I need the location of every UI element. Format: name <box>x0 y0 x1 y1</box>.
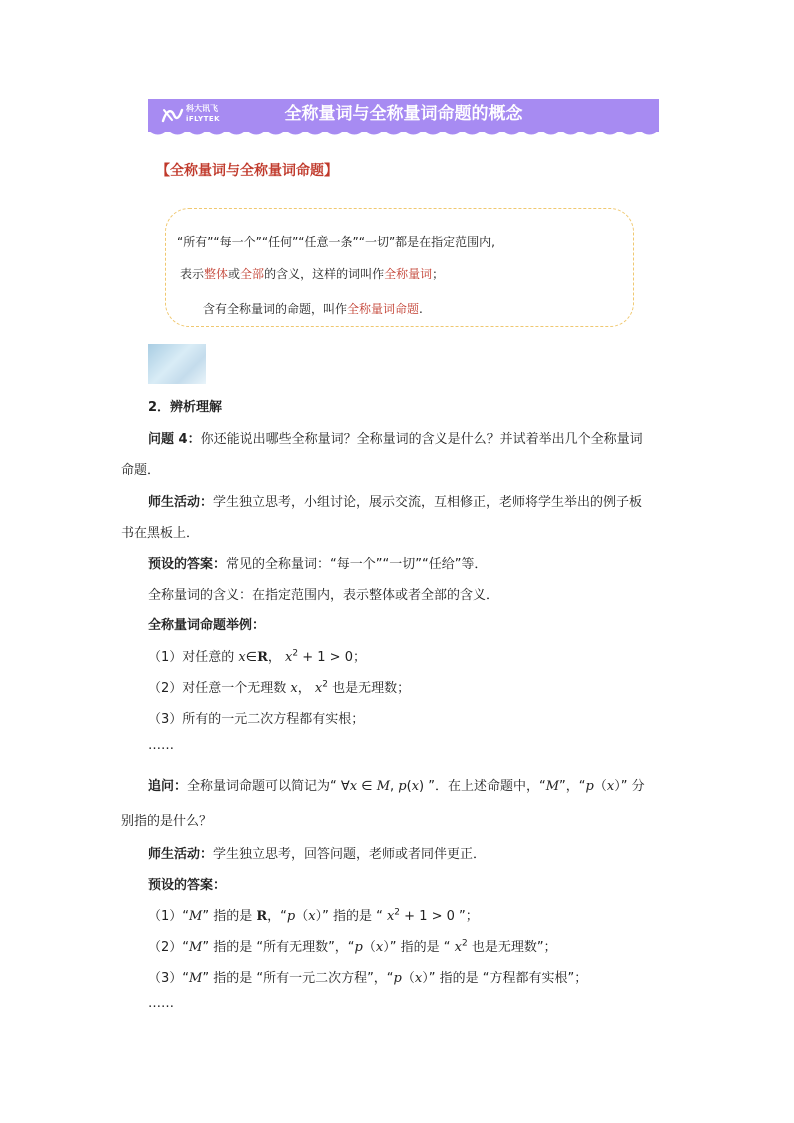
answer-item-2 <box>148 936 557 955</box>
text: （3）“ <box>148 971 190 986</box>
definition-text: 或 <box>228 267 241 281</box>
sub-heading: 2．辨析理解 <box>148 400 223 415</box>
text: ）” 指的是 “ <box>315 909 387 924</box>
math-set: R <box>256 909 268 924</box>
math-set: R <box>257 650 268 665</box>
text: ， <box>297 681 315 696</box>
follow-up-cont: 别指的是什么？ <box>121 814 213 829</box>
definition-box <box>165 208 634 327</box>
keyword-universal-quantifier: 全称量词 <box>384 267 433 281</box>
text: （ <box>295 909 309 924</box>
math-var: x <box>314 681 323 696</box>
math-exponent: 2 <box>461 938 468 949</box>
text: + 1 > 0； <box>298 650 366 665</box>
text: ( <box>406 779 412 794</box>
answer-label: 预设的答案： <box>148 557 227 572</box>
definition-text: . <box>419 302 423 316</box>
math-exponent: 2 <box>394 907 401 918</box>
math-var: p <box>393 971 402 986</box>
activity-1 <box>148 491 642 510</box>
text: （ <box>593 779 607 794</box>
example-2 <box>148 677 410 696</box>
question-text: 你还能说出哪些全称量词？全称量词的含义是什么？并试着举出几个全称量词 <box>200 432 643 447</box>
answer-text: 常见的全称量词：“每一个”“一切”“任给”等． <box>226 557 488 572</box>
math-var: M <box>545 779 560 794</box>
text: 也是无理数”； <box>467 940 557 955</box>
math-var: M <box>189 940 203 955</box>
section-heading: 【全称量词与全称量词命题】 <box>156 163 338 179</box>
math-exponent: 2 <box>322 679 328 690</box>
math-var: x <box>414 971 423 986</box>
logo-chinese-text: 科大讯飞 <box>186 104 218 113</box>
text: ” 指的是 “所有一元二次方程”，“ <box>202 971 394 986</box>
text: （ <box>362 940 376 955</box>
math-var: x <box>375 940 384 955</box>
math-var: x <box>411 779 420 794</box>
text: （2）对任意一个无理数 <box>148 681 291 696</box>
definition-line-3 <box>203 300 423 317</box>
definition-text: 的含义，这样的词叫作 <box>264 267 385 281</box>
definition-line-2 <box>180 265 444 282</box>
math-var: x <box>238 650 246 665</box>
math-var: p <box>585 779 594 794</box>
text: , <box>390 779 399 794</box>
example-1 <box>148 646 366 665</box>
text: ”，“ <box>559 779 586 794</box>
examples-label: 全称量词命题举例： <box>148 618 266 633</box>
math-var: M <box>189 971 203 986</box>
math-var: M <box>376 779 391 794</box>
text: （ <box>401 971 415 986</box>
math-exponent: 2 <box>292 648 299 659</box>
math-var: x <box>606 779 615 794</box>
activity-text: 学生独立思考，小组讨论，展示交流，互相修正，老师将学生举出的例子板 <box>213 495 643 510</box>
text: 全称量词命题可以简记为“ ∀ <box>187 779 350 794</box>
follow-up-label: 追问： <box>148 779 188 794</box>
text: ）” 分 <box>614 779 645 794</box>
activity-label: 师生活动： <box>148 495 214 510</box>
question-4-cont: 命题． <box>121 463 161 478</box>
keyword-universal-proposition: 全称量词命题 <box>347 302 420 316</box>
ellipsis: …… <box>148 738 174 753</box>
text: ，“ <box>267 909 287 924</box>
math-symbol: ∈ <box>245 650 258 665</box>
text: （1）“ <box>148 909 190 924</box>
text: ) ”．在上述命题中，“ <box>419 779 546 794</box>
decorative-image <box>148 344 206 384</box>
activity-label: 师生活动： <box>148 847 214 862</box>
question-4 <box>148 428 643 447</box>
text: ）” 指的是 “方程都有实根”； <box>422 971 588 986</box>
text: （1）对任意的 <box>148 650 239 665</box>
answer-item-3 <box>148 967 587 986</box>
math-var: M <box>189 909 203 924</box>
banner-scallop-edge <box>148 130 659 138</box>
math-var: x <box>285 650 293 665</box>
ellipsis: …… <box>148 996 174 1011</box>
activity-2 <box>148 843 486 862</box>
text: 也是无理数； <box>327 681 411 696</box>
answer-item-1 <box>148 905 479 924</box>
text: （2）“ <box>148 940 190 955</box>
math-var: p <box>286 909 296 924</box>
text: ）” 指的是 “ <box>383 940 455 955</box>
math-var: x <box>454 940 462 955</box>
text: ” 指的是 <box>202 909 257 924</box>
math-var: x <box>386 909 395 924</box>
text: ” 指的是 “所有无理数”，“ <box>202 940 355 955</box>
answer-1 <box>148 553 487 572</box>
logo-english-text: iFLYTEK <box>186 115 221 123</box>
text: + 1 > 0 ”； <box>400 909 479 924</box>
math-var: x <box>349 779 358 794</box>
follow-up-question <box>148 775 645 794</box>
math-var: p <box>398 779 407 794</box>
text: ， <box>267 650 286 665</box>
math-var: x <box>308 909 316 924</box>
banner-title: 全称量词与全称量词命题的概念 <box>284 104 523 124</box>
math-var: x <box>290 681 298 696</box>
answer-2-label: 预设的答案： <box>148 878 227 893</box>
definition-line-1: “所有”“每一个”“任何”“任意一条”“一切”都是在指定范围内, <box>177 235 495 249</box>
definition-text: 表示 <box>180 267 205 281</box>
definition-text: ； <box>432 267 445 281</box>
meaning-line: 全称量词的含义：在指定范围内，表示整体或者全部的含义． <box>148 588 500 603</box>
activity-text: 学生独立思考，回答问题，老师或者同伴更正． <box>213 847 487 862</box>
definition-text: 含有全称量词的命题，叫作 <box>203 302 348 316</box>
keyword-whole: 整体 <box>204 267 229 281</box>
keyword-all: 全部 <box>240 267 265 281</box>
lesson-banner <box>148 99 659 132</box>
question-label: 问题 4： <box>148 432 201 447</box>
text: ∈ <box>357 779 377 794</box>
example-3: （3）所有的一元二次方程都有实根； <box>148 712 365 727</box>
activity-1-cont: 书在黑板上． <box>121 526 200 541</box>
math-var: p <box>354 940 363 955</box>
